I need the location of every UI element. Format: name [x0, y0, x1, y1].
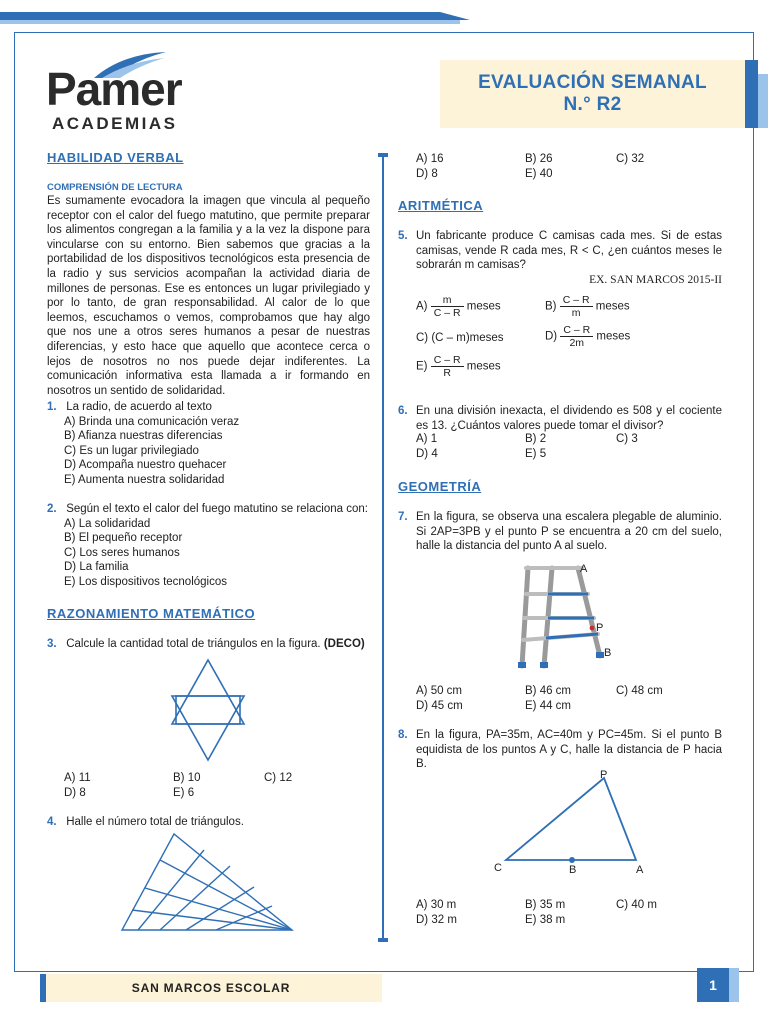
logo-wordmark: Pamer: [46, 63, 182, 115]
prev-option-e: E) 40: [525, 168, 553, 180]
page-number-accent: [729, 968, 739, 1002]
q1-option-b: B) Afianza nuestras diferencias: [64, 430, 223, 443]
q1-option-a: A) Brinda una comunicación veraz: [64, 415, 240, 428]
evaluation-accent: [745, 60, 758, 128]
q8-option-b: B) 35 m: [525, 899, 566, 911]
column-divider-cap-top: [378, 153, 388, 157]
q2-option-d: D) La familia: [64, 561, 129, 574]
evaluation-accent-light: [758, 74, 768, 128]
q3-option-b: B) 10: [173, 772, 201, 784]
q4-figure: [120, 832, 296, 934]
q8-option-a: A) 30 m: [416, 899, 457, 911]
q6-option-a: A) 1: [416, 433, 438, 445]
logo-subtitle: ACADEMIAS: [52, 114, 178, 133]
page-number: 1: [709, 977, 717, 993]
section-razonamiento-matematico: RAZONAMIENTO MATEMÁTICO: [47, 606, 256, 621]
evaluation-title: EVALUACIÓN SEMANAL N.° R2: [478, 72, 707, 115]
column-divider-cap-bottom: [378, 938, 388, 942]
question-1: 1. La radio, de acuerdo al texto A) Brinda una comunicación veraz B) Afianza nuestras diferencias C) Es un lugar privilegiado D) Acompaña nuestro quehacer E) Aumenta nuestra solidaridad: [47, 400, 370, 488]
q5-option-e: E) $\frac{C - R}{R}$ meses: [416, 354, 501, 379]
footer-label: SAN MARCOS ESCOLAR: [131, 981, 291, 995]
question-8: 8. En la figura, PA=35m, AC=40m y PC=45m. Si el punto B equidista de los puntos A y C, halle la distancia de P hacia B.: [398, 729, 722, 771]
q1-option-e: E) Aumenta nuestra solidaridad: [64, 473, 225, 486]
q7-option-d: D) 45 cm: [416, 700, 463, 712]
q8-label-c: C: [494, 862, 502, 874]
q7-label-b: B: [604, 647, 612, 659]
q8-label-a: A: [636, 864, 644, 876]
q6-option-c: C) 3: [616, 433, 638, 445]
question-3: 3. Calcule la cantidad total de triángulos en la figura. (DECO): [47, 638, 365, 650]
column-divider: [382, 155, 384, 940]
q8-option-e: E) 38 m: [525, 914, 566, 926]
q7-option-c: C) 48 cm: [616, 685, 663, 697]
q7-option-a: A) 50 cm: [416, 685, 463, 697]
prev-option-c: C) 32: [616, 153, 645, 165]
q8-label-p: P: [600, 769, 608, 781]
q2-option-e: E) Los dispositivos tecnológicos: [64, 575, 227, 588]
question-5: 5. Un fabricante produce C camisas cada mes. Si de estas camisas, vende R cada mes, R < C, ¿en cuántos meses le sobrarán m camisas? EX. SAN MARCOS 2015-II: [398, 230, 722, 286]
section-aritmetica: ARITMÉTICA: [398, 198, 484, 213]
q8-option-d: D) 32 m: [416, 914, 457, 926]
q6-option-d: D) 4: [416, 448, 438, 460]
prev-option-d: D) 8: [416, 168, 438, 180]
subsection-comprension: COMPRENSIÓN DE LECTURA: [47, 182, 183, 193]
q3-option-e: E) 6: [173, 787, 195, 799]
q5-option-a: A) $\frac{m}{C - R}$ meses: [416, 294, 501, 319]
prev-option-a: A) 16: [416, 153, 444, 165]
top-bar-tip: [440, 12, 470, 20]
question-7: 7. En la figura, se observa una escalera plegable de aluminio. Si 2AP=3PB y el punto P se encuentra a 20 cm del suelo, halle la distancia del punto A al suelo.: [398, 511, 722, 553]
q2-option-b: B) El pequeño receptor: [64, 532, 183, 545]
q8-label-b: B: [569, 864, 577, 876]
q5-option-b: B) $\frac{C - R}{m}$ meses: [545, 294, 630, 319]
section-geometria: GEOMETRÍA: [398, 479, 482, 494]
q7-option-e: E) 44 cm: [525, 700, 572, 712]
prev-option-b: B) 26: [525, 153, 553, 165]
q2-option-a: A) La solidaridad: [64, 517, 151, 530]
q7-ladder-figure: [508, 558, 618, 674]
question-2: 2. Según el texto el calor del fuego matutino se relaciona con: A) La solidaridad B) El pequeño receptor C) Los seres humanos D) La familia E) Los dispositivos tecnológicos: [47, 502, 372, 590]
q3-figure: [170, 658, 246, 762]
q6-option-b: B) 2: [525, 433, 547, 445]
q6-option-e: E) 5: [525, 448, 547, 460]
top-bar: [0, 12, 440, 20]
q5-option-d: D) $\frac{C - R}{2m}$ meses: [545, 324, 631, 349]
top-bar-light: [0, 20, 460, 24]
q5-option-c: C) (C – m)meses: [416, 332, 504, 344]
q3-option-c: C) 12: [264, 772, 293, 784]
reading-passage: Es sumamente evocadora la imagen que vincula al pequeño receptor con el calor del fuego matutino, que permite preparar los alimentos congregan a la familia y a la vez la dispone para vincularse con su entorno. Bien sabemos que gracias a la portabilidad de los dispositivos tecnológicos esta presencia de la radio y sus servicios acompañan la actividad diaria de millones de personas. Ese es entonces un lugar privilegiado y por lo tanto, de gran responsabilidad. Al calor de lo que leemos, escuchamos o vemos, comprobamos que hay algo que nos une a otros seres humanos a pesar de nuestras diferencias, y esto hace que aquello que acontece cerca o lejos de nosotros no nos puede dejar indiferentes. La comunicación informativa esta llamada a ir formando en nosotros un sentido de solidaridad.: [47, 195, 370, 397]
section-habilidad-verbal: HABILIDAD VERBAL: [47, 150, 184, 165]
question-4: 4. Halle el número total de triángulos.: [47, 816, 244, 828]
q7-option-b: B) 46 cm: [525, 685, 572, 697]
question-6: 6. En una división inexacta, el dividendo es 508 y el cociente es 13. ¿Cuántos valores puede tomar el divisor?: [398, 405, 722, 432]
q5-source: EX. SAN MARCOS 2015-II: [589, 273, 722, 286]
q3-option-a: A) 11: [64, 772, 91, 784]
q3-option-d: D) 8: [64, 787, 86, 799]
q8-option-c: C) 40 m: [616, 899, 657, 911]
q8-triangle-figure: [488, 766, 658, 878]
q1-option-d: D) Acompaña nuestro quehacer: [64, 459, 227, 472]
q1-option-c: C) Es un lugar privilegiado: [64, 444, 199, 457]
q2-option-c: C) Los seres humanos: [64, 546, 180, 559]
q7-label-a: A: [580, 563, 588, 575]
q7-label-p: P: [596, 622, 604, 634]
